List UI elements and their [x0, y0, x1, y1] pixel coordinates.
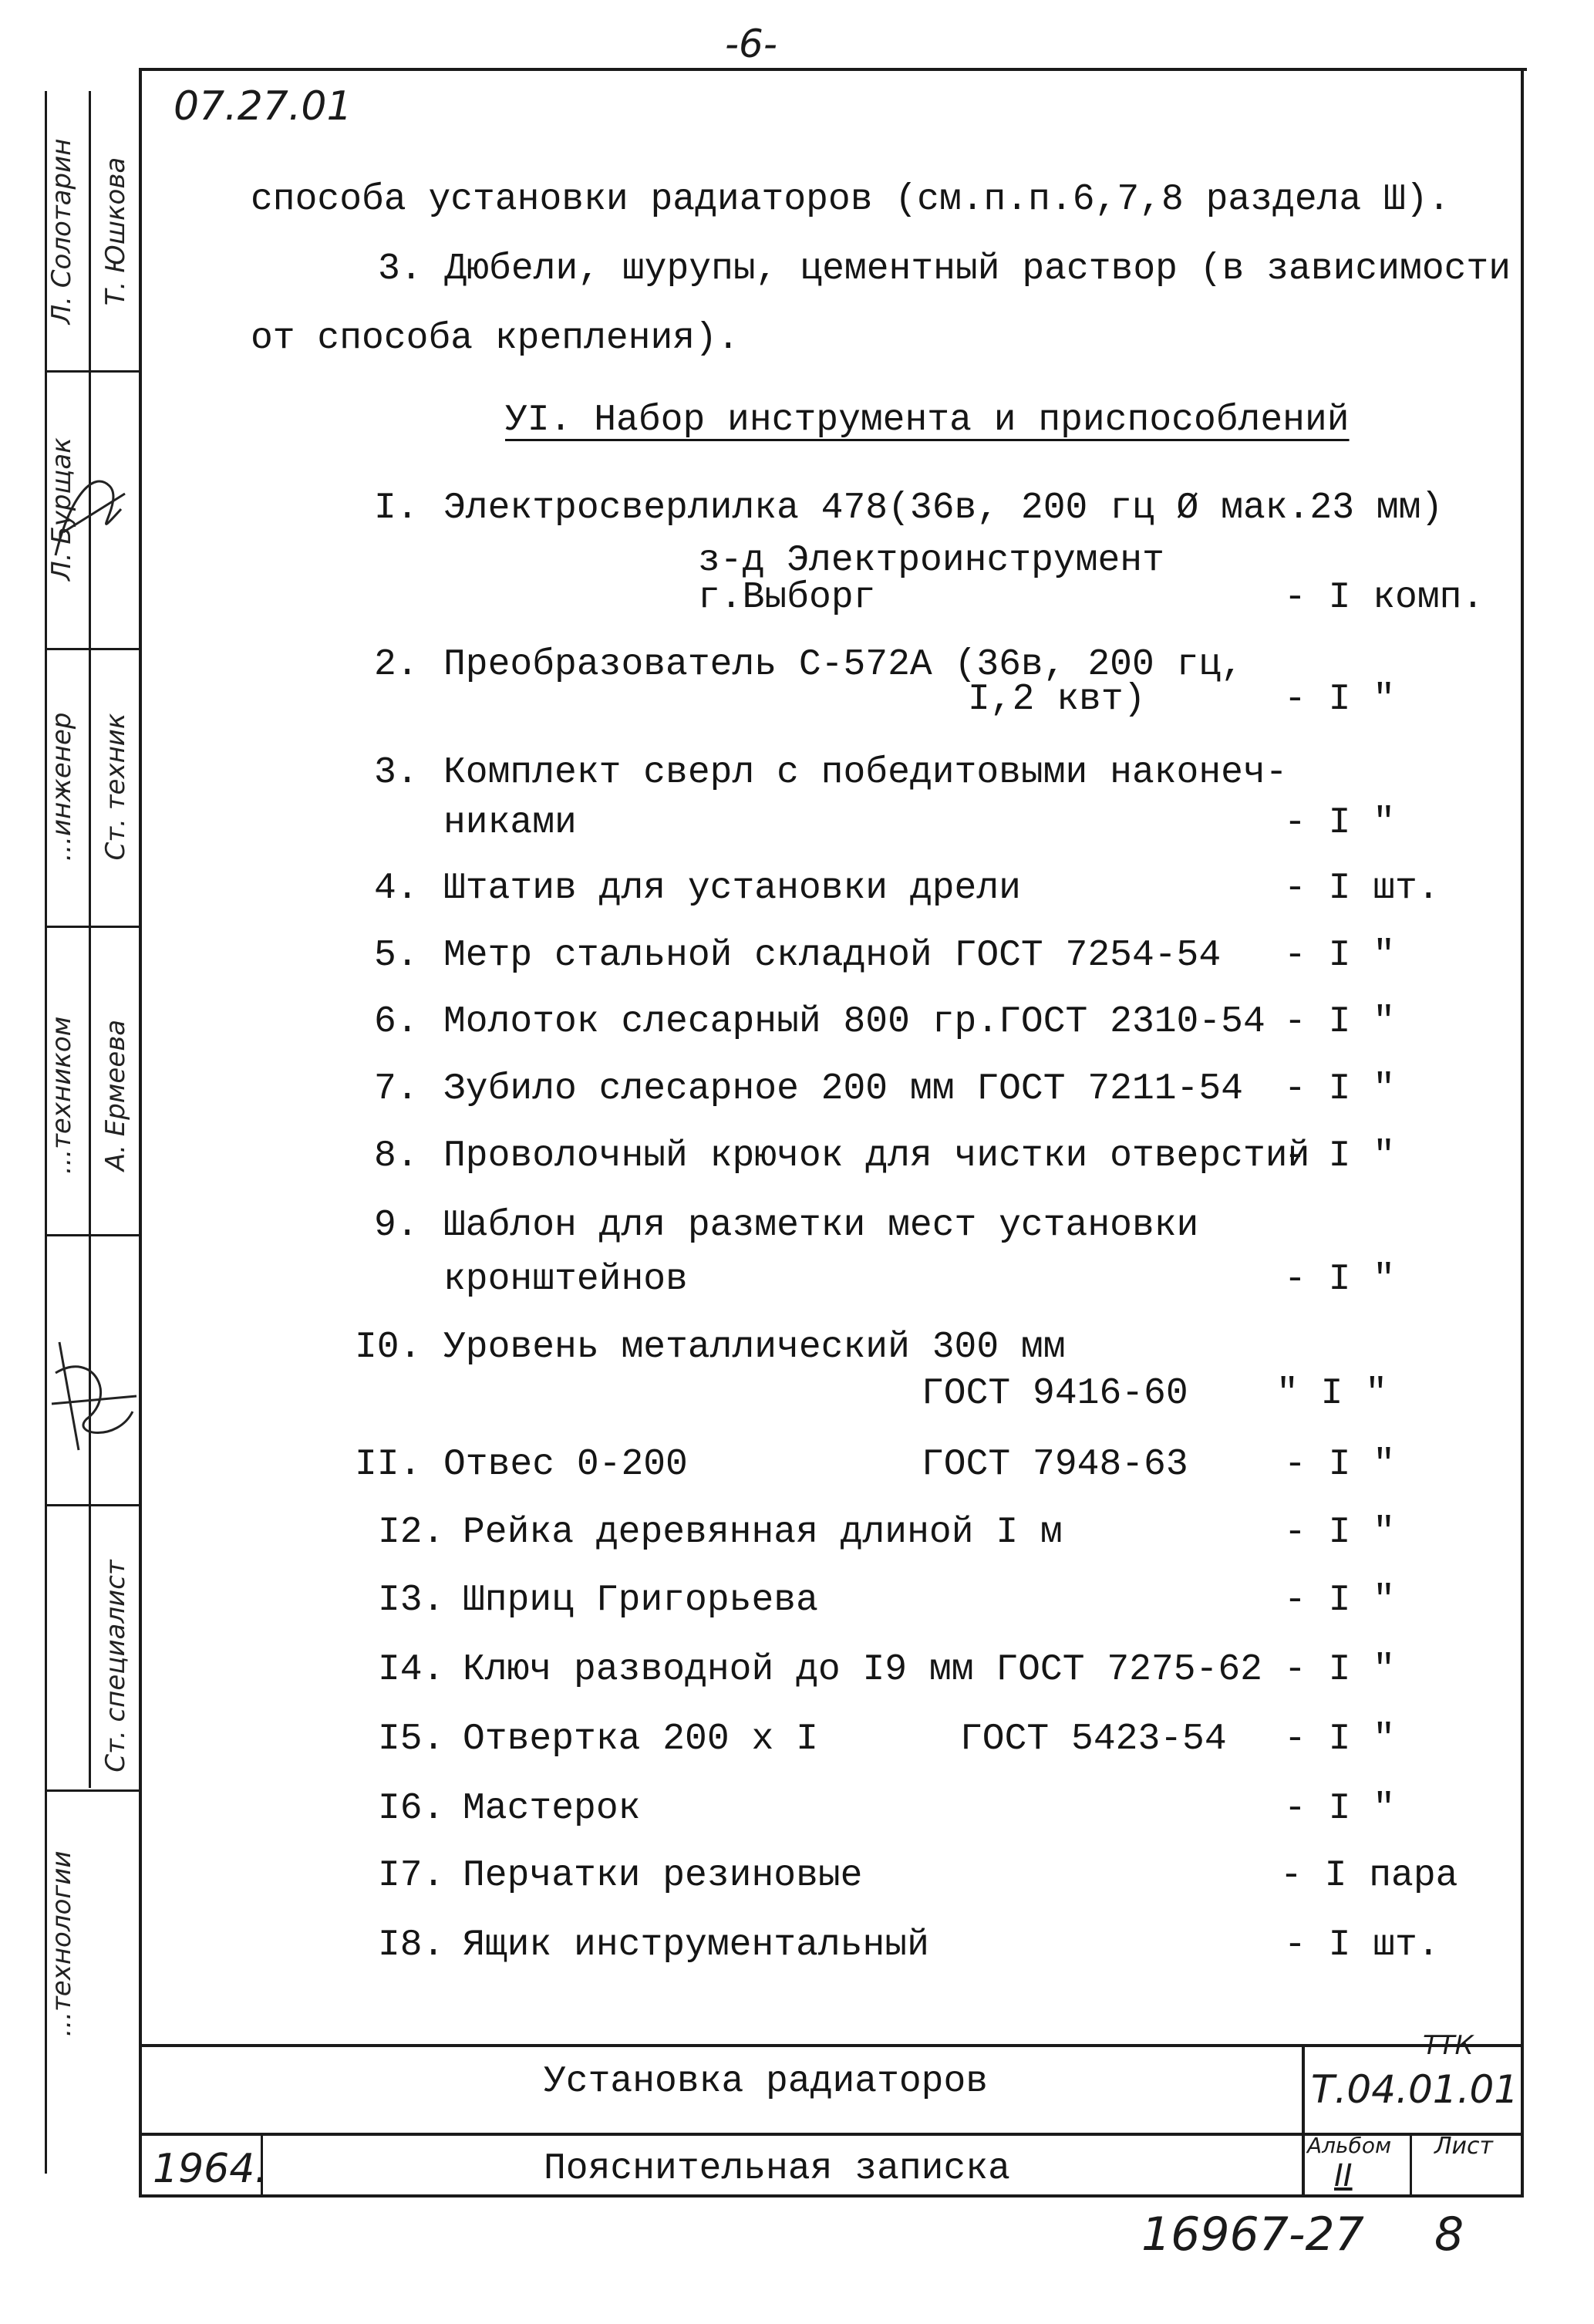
item-text: Ключ разводной до I9 мм ГОСТ 7275-62 — [463, 1649, 1262, 1691]
item-gost: ГОСТ 7948-63 — [922, 1444, 1188, 1486]
intro-line: способа установки радиаторов (см.п.п.6,7,8 раздела Ш). — [251, 179, 1451, 221]
sidebar-divider — [45, 926, 141, 928]
section-heading: УI. Набор инструмента и приспособлений — [505, 400, 1350, 441]
item-number: I5. — [378, 1719, 445, 1760]
ttk-label: ТТК — [1423, 2030, 1474, 2061]
item-number: 7. — [374, 1068, 419, 1110]
item-number: II. — [355, 1444, 422, 1486]
sidebar-divider — [45, 1234, 141, 1236]
title-block-title: Установка радиаторов — [544, 2061, 989, 2103]
item-text: Шаблон для разметки мест установки — [443, 1205, 1199, 1246]
item-qty: - I " — [1284, 1512, 1396, 1553]
item-text: Ящик инструментальный — [463, 1924, 929, 1966]
intro-line: от способа крепления). — [251, 318, 740, 359]
frame-bottom — [139, 2194, 1524, 2198]
page-number: -6- — [725, 22, 777, 66]
frame-right — [1521, 68, 1524, 2197]
item-number: 2. — [374, 644, 419, 686]
signature-mark — [48, 463, 133, 571]
item-number: 5. — [374, 935, 419, 976]
item-qty: - I " — [1284, 1135, 1396, 1177]
sidebar-name: А. Ермеева — [100, 1019, 131, 1172]
item-text: з-д Электроинструмент — [698, 540, 1164, 582]
item-text: Метр стальной складной ГОСТ 7254-54 — [443, 935, 1222, 976]
sidebar-middle-line — [89, 91, 91, 1788]
frame-top — [139, 68, 1527, 71]
item-qty: - I " — [1284, 802, 1396, 844]
item-qty: - I " — [1284, 1444, 1396, 1486]
item-number: I2. — [378, 1512, 445, 1553]
item-qty: - I " — [1284, 679, 1396, 720]
item-text: ГОСТ 9416-60 — [922, 1373, 1188, 1415]
item-number: I0. — [355, 1327, 422, 1368]
item-text: Отвес 0-200 — [443, 1444, 688, 1486]
item-qty: - I " — [1284, 1788, 1396, 1830]
item-number: 8. — [374, 1135, 419, 1177]
item-qty: - I " — [1284, 1001, 1396, 1043]
item-number: I7. — [378, 1855, 445, 1897]
item-qty: - I " — [1284, 1068, 1396, 1110]
footer-sheet: 8 — [1434, 2208, 1464, 2262]
item-text: кронштейнов — [443, 1259, 688, 1300]
album-value: II — [1334, 2158, 1353, 2194]
item-number: 9. — [374, 1205, 419, 1246]
item-text: Штатив для установки дрели — [443, 868, 1021, 909]
item-qty: - I шт. — [1284, 868, 1440, 909]
item-text: г.Выборг — [698, 577, 876, 619]
item-text: Проволочный крючок для чистки отверстий — [443, 1135, 1310, 1177]
footer-code: 16967-27 — [1141, 2208, 1364, 2262]
item-text: Электросверлилка 478(36в, 200 гц Ø мак.23 мм) — [443, 487, 1444, 529]
item-text: Шприц Григорьева — [463, 1580, 818, 1621]
item-text: Отвертка 200 х I — [463, 1719, 818, 1760]
sidebar-role: ...инженер — [46, 712, 77, 862]
item-text: Мастерок — [463, 1788, 641, 1830]
frame-left — [139, 68, 142, 2197]
item-text: Рейка деревянная длиной I м — [463, 1512, 1063, 1553]
item-number: I3. — [378, 1580, 445, 1621]
title-block-subtitle: Пояснительная записка — [544, 2148, 1010, 2190]
sheet-label: Лист — [1434, 2133, 1494, 2160]
signature-mark — [48, 1327, 140, 1466]
sidebar-role: ...технологии — [46, 1850, 77, 2037]
item-qty: - I комп. — [1284, 577, 1484, 619]
item-qty: - I шт. — [1284, 1924, 1440, 1966]
item-number: I4. — [378, 1649, 445, 1691]
item-qty: " I " — [1276, 1373, 1388, 1415]
item-text: Молоток слесарный 800 гр.ГОСТ 2310-54 — [443, 1001, 1265, 1043]
sidebar-name: Л. Бурщак — [46, 437, 77, 581]
sidebar-name: Л. Солотарин — [46, 138, 77, 325]
item-text: Уровень металлический 300 мм — [443, 1327, 1066, 1368]
item-text: Преобразователь С-572А (36в, 200 гц, — [443, 644, 1243, 686]
album-label: Альбом — [1307, 2133, 1392, 2158]
intro-line: 3. Дюбели, шурупы, цементный раствор (в зависимости — [378, 248, 1511, 290]
item-number: 3. — [374, 752, 419, 794]
sidebar-name: Т. Юшкова — [100, 157, 131, 306]
item-text: Зубило слесарное 200 мм ГОСТ 7211-54 — [443, 1068, 1243, 1110]
doc-code: 07.27.01 — [174, 83, 352, 130]
item-number: I8. — [378, 1924, 445, 1966]
item-text: Комплект сверл с победитовыми наконеч- — [443, 752, 1288, 794]
title-block-vline — [1302, 2044, 1305, 2197]
item-number: 4. — [374, 868, 419, 909]
item-qty: - I " — [1284, 1580, 1396, 1621]
item-number: 6. — [374, 1001, 419, 1043]
title-block-top — [139, 2044, 1524, 2047]
item-text: Перчатки резиновые — [463, 1855, 863, 1897]
item-gost: ГОСТ 5423-54 — [960, 1719, 1227, 1760]
title-block-year: 1964. — [153, 2146, 268, 2192]
item-qty: - I пара — [1280, 1855, 1458, 1897]
title-block-vline — [1410, 2133, 1412, 2197]
item-qty: - I " — [1284, 1649, 1396, 1691]
sidebar-role: ...техником — [46, 1016, 77, 1175]
item-qty: - I " — [1284, 1719, 1396, 1760]
item-text: I,2 квт) — [968, 679, 1146, 720]
sidebar-role: Ст. специалист — [100, 1560, 131, 1773]
sidebar-role: Ст. техник — [100, 713, 131, 861]
item-qty: - I " — [1284, 1259, 1396, 1300]
sidebar-divider — [45, 1504, 141, 1506]
item-text: никами — [443, 802, 577, 844]
item-qty: - I " — [1284, 935, 1396, 976]
item-number: I6. — [378, 1788, 445, 1830]
ttk-code: Т.04.01.01 — [1311, 2067, 1519, 2112]
item-number: I. — [374, 487, 419, 529]
